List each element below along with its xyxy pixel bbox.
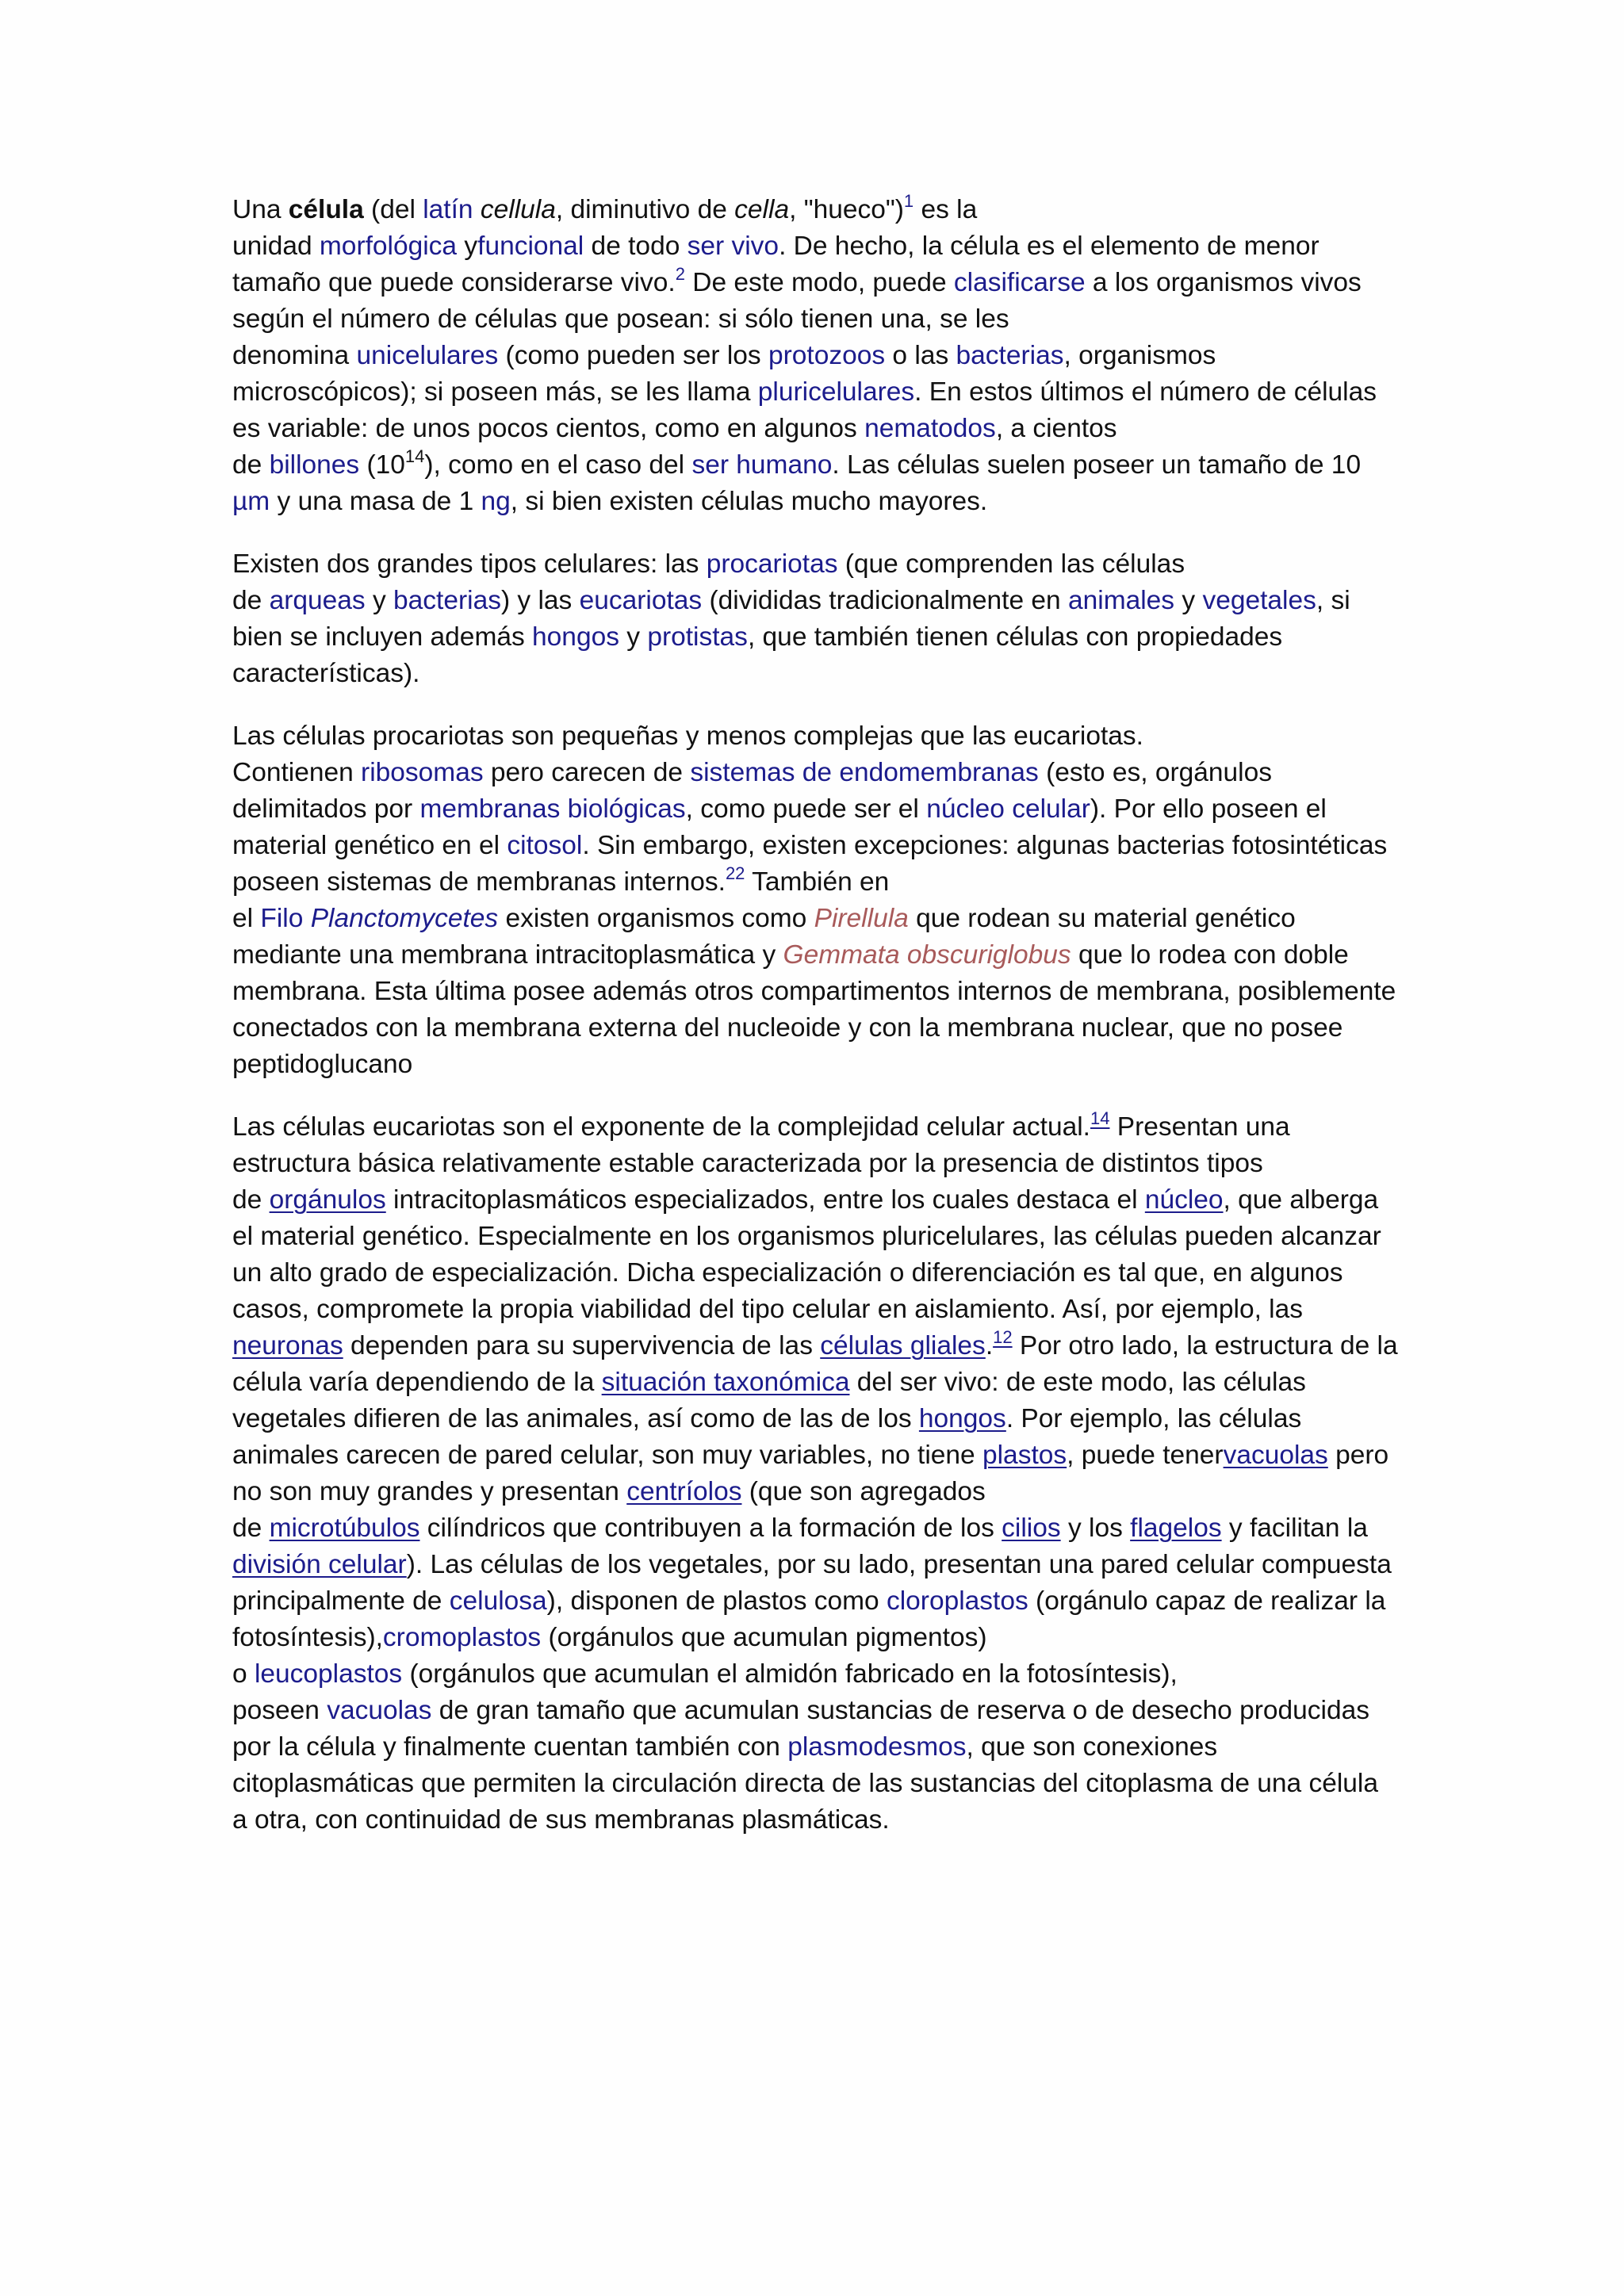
link-ribosomas[interactable]: ribosomas — [361, 758, 484, 787]
link-vacuolas[interactable]: vacuolas — [327, 1696, 432, 1725]
link-vegetales[interactable]: vegetales — [1202, 586, 1316, 615]
text: (del — [363, 195, 423, 224]
footnote-ref — [726, 863, 745, 883]
text: ), disponen de plastos como — [546, 1586, 887, 1616]
text: a los organismos vivos según el número de células que posean: si sólo tienen una, se les — [232, 268, 1362, 334]
link-hongos[interactable]: hongos — [918, 1404, 1006, 1433]
text: . Por ejemplo, las células animales carecen de pared celular, son muy variables, no tiene — [232, 1404, 1302, 1470]
link-bacterias[interactable]: bacterias — [956, 341, 1064, 370]
link-microtubulos[interactable]: microtúbulos — [269, 1513, 420, 1543]
footnote-ref — [1090, 1108, 1109, 1128]
link-animales[interactable]: animales — [1067, 586, 1175, 615]
link-ser-vivo[interactable]: ser vivo — [687, 232, 779, 261]
link-nematodos[interactable]: nematodos — [864, 414, 996, 443]
text: intracitoplasmáticos especializados, entre los cuales destaca el — [385, 1185, 1145, 1215]
link-nanogramo[interactable]: ng — [481, 487, 511, 516]
text: y facilitan la — [1221, 1513, 1368, 1543]
footnote-link[interactable]: 2 — [675, 263, 685, 284]
text: poseen — [232, 1696, 327, 1725]
link-situacion-taxonomica[interactable]: situación taxonómica — [601, 1368, 850, 1397]
link-planctomycetes[interactable]: Planctomycetes — [310, 904, 499, 933]
link-nucleo-celular[interactable]: núcleo celular — [926, 794, 1090, 824]
link-leucoplastos[interactable]: leucoplastos — [254, 1659, 403, 1689]
text: Por otro lado, la estructura de la célula varía dependiendo de la — [232, 1331, 1398, 1397]
text: , como puede ser el — [685, 794, 927, 824]
footnote-ref — [904, 191, 914, 211]
text: ). Por ello poseen el material genético en el — [232, 794, 1327, 860]
text: que rodean su material genético mediante una membrana intracitoplasmática y — [232, 904, 1296, 970]
text: También en — [745, 867, 890, 897]
text: , si bien se incluyen además — [232, 586, 1350, 652]
text: de — [232, 586, 270, 615]
link-membranas-biologicas[interactable]: membranas biológicas — [419, 794, 686, 824]
text — [473, 195, 481, 224]
link-nucleo[interactable]: núcleo — [1144, 1185, 1224, 1215]
text: ). Las células de los vegetales, por su lado, presentan una pared celular compuesta principalmente de — [232, 1550, 1392, 1616]
link-billones[interactable]: billones — [269, 450, 360, 480]
text: ), como en el caso del — [424, 450, 692, 480]
text: del ser vivo: de este modo, las células vegetales difieren de las animales, así como de las de los — [232, 1368, 1306, 1433]
link-vacuolas[interactable]: vacuolas — [1223, 1441, 1328, 1470]
text: . Las células suelen poseer un tamaño de 10 — [832, 450, 1362, 480]
text: Las células eucariotas son el exponente de la complejidad celular actual. — [232, 1112, 1090, 1142]
link-arqueas[interactable]: arqueas — [269, 586, 366, 615]
link-filo[interactable]: Filo — [260, 904, 311, 933]
text: y los — [1060, 1513, 1131, 1543]
text: De este modo, puede — [684, 268, 954, 297]
link-gemmata-missing[interactable]: Gemmata obscuriglobus — [783, 940, 1071, 970]
text: , que también tienen células con propiedades características). — [232, 622, 1283, 688]
link-citosol[interactable]: citosol — [507, 831, 583, 860]
article-body — [232, 192, 1398, 1839]
link-cromoplastos[interactable]: cromoplastos — [382, 1623, 542, 1652]
paragraph-cell-types — [232, 546, 1398, 692]
text: o — [232, 1659, 255, 1689]
footnote-ref — [993, 1327, 1012, 1347]
footnote-link[interactable]: 12 — [993, 1326, 1013, 1347]
footnote-link[interactable]: 1 — [903, 190, 914, 211]
link-ser-humano[interactable]: ser humano — [691, 450, 833, 480]
link-pirellula-missing[interactable]: Pirellula — [814, 904, 909, 933]
text: (como pueden ser los — [498, 341, 768, 370]
text: y — [619, 622, 648, 652]
text: . En estos últimos el número de células es variable: de unos pocos cientos, como en algunos — [232, 377, 1377, 443]
text: de todo — [584, 232, 688, 261]
link-micrometro[interactable]: µm — [232, 487, 270, 516]
text: y — [365, 586, 394, 615]
italic-term: cellula — [480, 195, 556, 224]
link-plastos[interactable]: plastos — [982, 1441, 1067, 1470]
text: , a cientos — [995, 414, 1117, 443]
text: (divididas tradicionalmente en — [702, 586, 1068, 615]
text: dependen para su supervivencia de las — [343, 1331, 821, 1360]
text: , que son conexiones citoplasmáticas que permiten la circulación directa de las sustancias del citoplasma de una célula a otra, con continuidad de sus membranas plasmáticas. — [232, 1732, 1378, 1835]
text: , "hueco") — [789, 195, 904, 224]
link-morfologica[interactable]: morfológica — [319, 232, 458, 261]
link-organulos[interactable]: orgánulos — [269, 1185, 386, 1215]
link-bacterias[interactable]: bacterias — [393, 586, 501, 615]
link-procariotas[interactable]: procariotas — [706, 549, 838, 579]
text: (orgánulos que acumulan el almidón fabricado en la fotosíntesis), — [402, 1659, 1178, 1689]
text: Las células procariotas son pequeñas y menos complejas que las eucariotas. — [232, 721, 1143, 751]
footnote-link[interactable]: 14 — [1090, 1108, 1110, 1128]
link-centriolos[interactable]: centríolos — [626, 1477, 742, 1506]
italic-term: cella — [734, 195, 790, 224]
text: , que alberga el material genético. Especialmente en los organismos pluricelulares, las células pueden alcanzar un alto grado de especialización. Dicha especialización o diferenciación es tal que, en algunos casos, compromete la propia viabilidad del tipo celular en aislamiento. Así, por ejemplo, las — [232, 1185, 1381, 1324]
text: que lo rodea con doble membrana. Esta última posee además otros compartimentos internos de membrana, posiblemente conectados con la membrana externa del nucleoide y con la membrana nuclear, que no posee peptidoglucano — [232, 940, 1396, 1079]
text: pero carecen de — [483, 758, 691, 787]
text: de — [232, 450, 270, 480]
link-cloroplastos[interactable]: cloroplastos — [886, 1586, 1028, 1616]
text: es la — [914, 195, 978, 224]
link-latin[interactable]: latín — [423, 195, 473, 224]
text: de gran tamaño que acumulan sustancias de reserva o de desecho producidas por la célula y finalmente cuentan también con — [232, 1696, 1369, 1762]
text: cilíndricos que contribuyen a la formación de los — [419, 1513, 1002, 1543]
link-funcional[interactable]: funcional — [477, 232, 584, 261]
link-neuronas[interactable]: neuronas — [232, 1331, 343, 1360]
text: (10 — [359, 450, 405, 480]
text: de — [232, 1513, 270, 1543]
link-clasificarse[interactable]: clasificarse — [953, 268, 1086, 297]
link-hongos[interactable]: hongos — [532, 622, 619, 652]
text: y — [1174, 586, 1203, 615]
text: , si bien existen células mucho mayores. — [510, 487, 988, 516]
text: ) y las — [500, 586, 580, 615]
text: Una — [232, 195, 289, 224]
link-eucariotas[interactable]: eucariotas — [579, 586, 703, 615]
text: . — [985, 1331, 994, 1360]
text: el — [232, 904, 261, 933]
text: . Sin embargo, existen excepciones: algunas bacterias fotosintéticas poseen sistemas de membranas internos. — [232, 831, 1388, 897]
text: (orgánulo capaz de realizar la fotosíntesis), — [232, 1586, 1386, 1652]
link-protozoos[interactable]: protozoos — [768, 341, 886, 370]
text: y — [457, 232, 478, 261]
text: , puede tener — [1067, 1441, 1224, 1470]
link-plasmodesmos[interactable]: plasmodesmos — [787, 1732, 967, 1762]
text: (que son agregados — [741, 1477, 986, 1506]
text: (esto es, orgánulos delimitados por — [232, 758, 1272, 824]
text: o las — [885, 341, 956, 370]
text: Presentan una estructura básica relativamente estable caracterizada por la presencia de distintos tipos — [232, 1112, 1290, 1178]
bold-term: célula — [288, 195, 364, 224]
footnote-ref — [676, 264, 685, 284]
link-flagelos[interactable]: flagelos — [1130, 1513, 1222, 1543]
text: Contienen — [232, 758, 362, 787]
link-celulosa[interactable]: celulosa — [449, 1586, 547, 1616]
text: . De hecho, la célula es el elemento de menor tamaño que puede considerarse vivo. — [232, 232, 1320, 297]
link-unicelulares[interactable]: unicelulares — [356, 341, 499, 370]
link-pluricelulares[interactable]: pluricelulares — [757, 377, 915, 407]
paragraph-intro — [232, 192, 1398, 520]
text: unidad — [232, 232, 320, 261]
link-division-celular[interactable]: división celular — [232, 1550, 407, 1579]
link-protistas[interactable]: protistas — [647, 622, 748, 652]
link-cilios[interactable]: cilios — [1002, 1513, 1061, 1543]
text: existen organismos como — [498, 904, 814, 933]
paragraph-prokaryotes — [232, 718, 1398, 1083]
link-celulas-gliales[interactable]: células gliales — [820, 1331, 986, 1360]
footnote-link[interactable]: 22 — [725, 863, 745, 883]
text: de — [232, 1185, 270, 1215]
text: , diminutivo de — [555, 195, 735, 224]
text: denomina — [232, 341, 357, 370]
link-endomembranas[interactable]: sistemas de endomembranas — [690, 758, 1039, 787]
text: y una masa de 1 — [270, 487, 481, 516]
paragraph-eukaryotes — [232, 1109, 1398, 1839]
text: pero no son muy grandes y presentan — [232, 1441, 1389, 1506]
text: Existen dos grandes tipos celulares: las — [232, 549, 707, 579]
text: (orgánulos que acumulan pigmentos) — [541, 1623, 987, 1652]
text: , organismos microscópicos); si poseen más, se les llama — [232, 341, 1216, 407]
superscript-exponent: 14 — [404, 446, 425, 466]
text: (que comprenden las células — [837, 549, 1185, 579]
